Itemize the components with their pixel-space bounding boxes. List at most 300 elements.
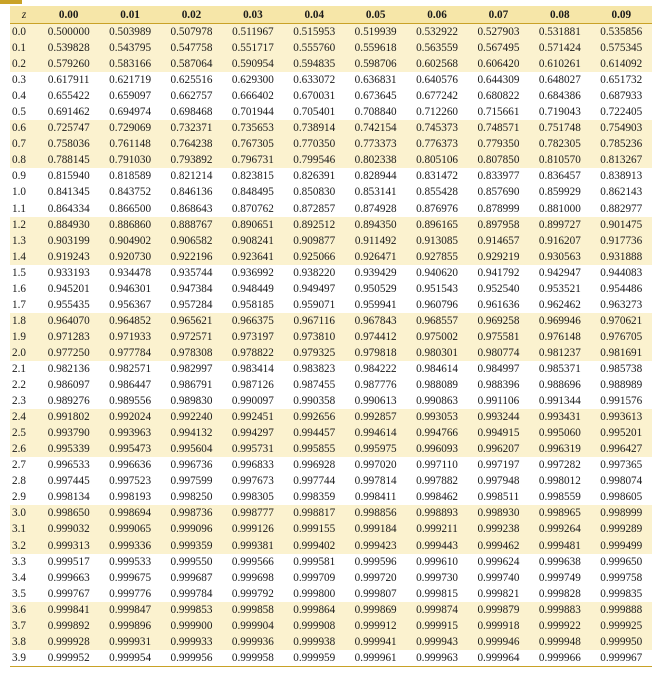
probability-cell: 0.890651 — [231, 218, 274, 231]
probability-cell: 0.818589 — [109, 170, 152, 183]
probability-cell: 0.999928 — [47, 635, 90, 648]
probability-cell: 0.951543 — [416, 282, 459, 295]
table-row — [10, 233, 652, 249]
probability-cell: 0.995473 — [109, 443, 152, 456]
probability-cell: 0.828944 — [354, 170, 397, 183]
probability-cell: 0.999888 — [600, 603, 643, 616]
probability-cell: 0.958185 — [231, 298, 274, 311]
z-value: 1.2 — [12, 218, 26, 231]
probability-cell: 0.999956 — [161, 650, 222, 667]
probability-cell: 0.590954 — [231, 58, 274, 71]
probability-cell: 0.980301 — [416, 346, 459, 359]
probability-cell: 0.666402 — [231, 90, 274, 103]
probability-cell: 0.972571 — [170, 330, 213, 343]
probability-cell: 0.999933 — [170, 635, 213, 648]
probability-cell: 0.952540 — [477, 282, 520, 295]
probability-cell: 0.729069 — [109, 122, 152, 135]
probability-cell: 0.999964 — [468, 650, 529, 667]
probability-cell: 0.989556 — [109, 395, 152, 408]
probability-cell: 0.999792 — [231, 587, 274, 600]
probability-cell: 0.950529 — [354, 282, 397, 295]
probability-cell: 0.751748 — [538, 122, 581, 135]
probability-cell: 0.610261 — [538, 58, 581, 71]
probability-cell: 0.938220 — [293, 266, 336, 279]
probability-cell: 0.923641 — [231, 250, 274, 263]
probability-cell: 0.853141 — [354, 186, 397, 199]
probability-cell: 0.826391 — [293, 170, 336, 183]
z-value: 2.4 — [12, 411, 26, 424]
probability-cell: 0.999663 — [47, 571, 90, 584]
z-value: 0.1 — [12, 42, 26, 55]
probability-cell: 0.874928 — [354, 202, 397, 215]
probability-cell: 0.999443 — [416, 539, 459, 552]
probability-cell: 0.773373 — [354, 138, 397, 151]
probability-cell: 0.977784 — [109, 346, 152, 359]
probability-cell: 0.978822 — [231, 346, 274, 359]
probability-cell: 0.925066 — [293, 250, 336, 263]
probability-cell: 0.629300 — [231, 74, 274, 87]
probability-cell: 0.999941 — [354, 635, 397, 648]
probability-cell: 0.999709 — [293, 571, 336, 584]
probability-cell: 0.999807 — [354, 587, 397, 600]
probability-cell: 0.995975 — [354, 443, 397, 456]
probability-cell: 0.998856 — [354, 507, 397, 520]
probability-cell: 0.986447 — [109, 379, 152, 392]
probability-cell: 0.999966 — [529, 650, 590, 667]
probability-cell: 0.993053 — [416, 411, 459, 424]
probability-cell: 0.677242 — [416, 90, 459, 103]
header-row — [10, 6, 652, 24]
probability-cell: 0.999423 — [354, 539, 397, 552]
probability-cell: 0.933193 — [47, 266, 90, 279]
probability-cell: 0.579260 — [47, 58, 90, 71]
table-row — [10, 505, 652, 521]
probability-cell: 0.748571 — [477, 122, 520, 135]
probability-cell: 0.896165 — [416, 218, 459, 231]
probability-cell: 0.670031 — [293, 90, 336, 103]
probability-cell: 0.984997 — [477, 363, 520, 375]
probability-cell: 0.559618 — [354, 42, 397, 55]
probability-cell: 0.999581 — [293, 555, 336, 568]
probability-cell: 0.999925 — [600, 619, 643, 632]
probability-cell: 0.998305 — [231, 491, 274, 504]
probability-cell: 0.850830 — [293, 186, 336, 199]
probability-cell: 0.999853 — [170, 603, 213, 616]
probability-cell: 0.987126 — [231, 379, 274, 392]
probability-cell: 0.944083 — [600, 266, 643, 279]
probability-cell: 0.785236 — [600, 138, 643, 151]
probability-cell: 0.998511 — [477, 491, 520, 504]
probability-cell: 0.500000 — [47, 26, 90, 39]
table-row — [10, 104, 652, 120]
z-value: 1.9 — [12, 330, 26, 343]
table-body — [10, 24, 652, 667]
probability-cell: 0.999858 — [231, 603, 274, 616]
probability-cell: 0.998250 — [170, 491, 213, 504]
table-row — [10, 88, 652, 104]
probability-cell: 0.999800 — [293, 587, 336, 600]
z-value: 1.7 — [12, 298, 26, 311]
probability-cell: 0.899727 — [538, 218, 581, 231]
probability-cell: 0.909877 — [293, 234, 336, 247]
z-value: 0.4 — [12, 90, 26, 103]
probability-cell: 0.975002 — [416, 330, 459, 343]
table-row — [10, 650, 652, 667]
probability-cell: 0.997282 — [538, 459, 581, 472]
probability-cell: 0.602568 — [416, 58, 459, 71]
probability-cell: 0.594835 — [293, 58, 336, 71]
probability-cell: 0.991576 — [600, 395, 643, 408]
probability-cell: 0.997365 — [600, 459, 643, 472]
probability-cell: 0.519939 — [354, 26, 397, 39]
probability-cell: 0.993613 — [600, 411, 643, 424]
probability-cell: 0.821214 — [170, 170, 213, 183]
probability-cell: 0.999610 — [416, 555, 459, 568]
probability-cell: 0.999624 — [477, 555, 520, 568]
table-row — [10, 184, 652, 200]
z-value: 1.3 — [12, 234, 26, 247]
probability-cell: 0.999126 — [231, 523, 274, 536]
probability-cell: 0.515953 — [293, 26, 336, 39]
table-row — [10, 441, 652, 457]
probability-cell: 0.715661 — [477, 106, 520, 119]
probability-cell: 0.882977 — [600, 202, 643, 215]
probability-cell: 0.587064 — [170, 58, 213, 71]
table-row — [10, 521, 652, 537]
probability-cell: 0.810570 — [538, 154, 581, 167]
probability-cell: 0.878999 — [477, 202, 520, 215]
probability-cell: 0.931888 — [600, 250, 643, 263]
probability-cell: 0.805106 — [416, 154, 459, 167]
z-value: 0.0 — [12, 26, 26, 39]
probability-cell: 0.532922 — [416, 26, 459, 39]
probability-cell: 0.913085 — [416, 234, 459, 247]
z-value: 3.8 — [12, 635, 26, 648]
probability-cell: 0.982997 — [170, 363, 213, 375]
probability-cell: 0.990613 — [354, 395, 397, 408]
column-header: 0.06 — [406, 6, 467, 24]
probability-cell: 0.735653 — [231, 122, 274, 135]
probability-cell: 0.999938 — [293, 635, 336, 648]
probability-cell: 0.994297 — [231, 427, 274, 440]
z-value: 2.2 — [12, 379, 26, 392]
probability-cell: 0.965621 — [170, 314, 213, 327]
probability-cell: 0.673645 — [354, 90, 397, 103]
probability-cell: 0.998694 — [109, 507, 152, 520]
probability-cell: 0.859929 — [538, 186, 581, 199]
probability-cell: 0.857690 — [477, 186, 520, 199]
probability-cell: 0.575345 — [600, 42, 643, 55]
probability-cell: 0.999638 — [538, 555, 581, 568]
probability-cell: 0.888767 — [170, 218, 213, 231]
probability-cell: 0.547758 — [170, 42, 213, 55]
probability-cell: 0.946301 — [109, 282, 152, 295]
probability-cell: 0.908241 — [231, 234, 274, 247]
probability-cell: 0.999936 — [231, 635, 274, 648]
probability-cell: 0.999963 — [406, 650, 467, 667]
probability-cell: 0.870762 — [231, 202, 274, 215]
probability-cell: 0.999896 — [109, 619, 152, 632]
probability-cell: 0.976148 — [538, 330, 581, 343]
probability-cell: 0.998074 — [600, 475, 643, 488]
table-row — [10, 329, 652, 345]
probability-cell: 0.598706 — [354, 58, 397, 71]
probability-cell: 0.988989 — [600, 379, 643, 392]
probability-cell: 0.997882 — [416, 475, 459, 488]
probability-cell: 0.992240 — [170, 411, 213, 424]
probability-cell: 0.999815 — [416, 587, 459, 600]
probability-cell: 0.999961 — [345, 650, 406, 667]
probability-cell: 0.758036 — [47, 138, 90, 151]
probability-cell: 0.998930 — [477, 507, 520, 520]
probability-cell: 0.999915 — [416, 619, 459, 632]
table-row — [10, 120, 652, 136]
probability-cell: 0.855428 — [416, 186, 459, 199]
probability-cell: 0.947384 — [170, 282, 213, 295]
probability-cell: 0.959071 — [293, 298, 336, 311]
z-value: 2.3 — [12, 395, 26, 408]
probability-cell: 0.999650 — [600, 555, 643, 568]
probability-cell: 0.754903 — [600, 122, 643, 135]
probability-cell: 0.659097 — [109, 90, 152, 103]
probability-cell: 0.991802 — [47, 411, 90, 424]
probability-cell: 0.999918 — [477, 619, 520, 632]
probability-cell: 0.998736 — [170, 507, 213, 520]
probability-cell: 0.996093 — [416, 443, 459, 456]
probability-cell: 0.846136 — [170, 186, 213, 199]
probability-cell: 0.999946 — [477, 635, 520, 648]
probability-cell: 0.966375 — [231, 314, 274, 327]
probability-cell: 0.998462 — [416, 491, 459, 504]
probability-cell: 0.999720 — [354, 571, 397, 584]
probability-cell: 0.995060 — [538, 427, 581, 440]
probability-cell: 0.997110 — [416, 459, 458, 472]
probability-cell: 0.691462 — [47, 106, 90, 119]
probability-cell: 0.999155 — [293, 523, 336, 536]
probability-cell: 0.995201 — [600, 427, 643, 440]
probability-cell: 0.761148 — [109, 138, 151, 151]
probability-cell: 0.999835 — [600, 587, 643, 600]
probability-cell: 0.708840 — [354, 106, 397, 119]
probability-cell: 0.999879 — [477, 603, 520, 616]
z-value: 3.6 — [12, 603, 26, 616]
table-row — [10, 570, 652, 586]
probability-cell: 0.984614 — [416, 363, 459, 375]
probability-cell: 0.942947 — [538, 266, 581, 279]
table-row — [10, 473, 652, 489]
probability-cell: 0.815940 — [47, 170, 90, 183]
z-value: 2.9 — [12, 491, 26, 504]
probability-cell: 0.614092 — [600, 58, 643, 71]
probability-cell: 0.886860 — [109, 218, 152, 231]
probability-cell: 0.996319 — [538, 443, 581, 456]
probability-cell: 0.694974 — [109, 106, 152, 119]
probability-cell: 0.684386 — [538, 90, 581, 103]
z-value: 3.0 — [12, 507, 26, 520]
probability-cell: 0.955435 — [47, 298, 90, 311]
probability-cell: 0.988696 — [538, 379, 581, 392]
z-value: 0.5 — [12, 106, 26, 119]
column-header: 0.05 — [345, 6, 406, 24]
probability-cell: 0.971933 — [109, 330, 152, 343]
probability-cell: 0.985371 — [538, 363, 581, 375]
probability-cell: 0.535856 — [600, 26, 643, 39]
probability-cell: 0.987455 — [293, 379, 336, 392]
probability-cell: 0.982571 — [109, 363, 152, 375]
probability-cell: 0.934478 — [109, 266, 152, 279]
probability-cell: 0.979818 — [354, 346, 397, 359]
probability-cell: 0.999758 — [600, 571, 643, 584]
probability-cell: 0.968557 — [416, 314, 459, 327]
z-column-header: z — [10, 6, 38, 24]
table-header — [10, 6, 652, 24]
probability-cell: 0.999675 — [109, 571, 152, 584]
probability-cell: 0.802338 — [354, 154, 397, 167]
probability-cell: 0.881000 — [538, 202, 581, 215]
z-value: 2.6 — [12, 443, 26, 456]
probability-cell: 0.994457 — [293, 427, 336, 440]
probability-cell: 0.949497 — [293, 282, 336, 295]
probability-cell: 0.999687 — [170, 571, 213, 584]
probability-cell: 0.945201 — [47, 282, 90, 295]
normal-distribution-table — [10, 6, 652, 667]
probability-cell: 0.866500 — [109, 202, 152, 215]
table-row — [10, 345, 652, 361]
probability-cell: 0.993431 — [538, 411, 581, 424]
probability-cell: 0.987776 — [354, 379, 397, 392]
table-row — [10, 265, 652, 281]
probability-cell: 0.997599 — [170, 475, 213, 488]
probability-cell: 0.994915 — [477, 427, 520, 440]
probability-cell: 0.722405 — [600, 106, 643, 119]
probability-cell: 0.986791 — [170, 379, 213, 392]
probability-cell: 0.963273 — [600, 298, 643, 311]
column-header: 0.02 — [161, 6, 222, 24]
z-value: 0.2 — [12, 58, 26, 71]
probability-cell: 0.948449 — [231, 282, 274, 295]
probability-cell: 0.970621 — [600, 314, 643, 327]
probability-cell: 0.940620 — [416, 266, 459, 279]
probability-cell: 0.957284 — [170, 298, 213, 311]
probability-cell: 0.997523 — [109, 475, 152, 488]
probability-cell: 0.738914 — [293, 122, 336, 135]
table-row — [10, 56, 652, 72]
probability-cell: 0.982136 — [47, 363, 90, 375]
probability-cell: 0.998777 — [231, 507, 274, 520]
probability-cell: 0.959941 — [354, 298, 397, 311]
probability-cell: 0.655422 — [47, 90, 90, 103]
probability-cell: 0.998605 — [600, 491, 643, 504]
probability-cell: 0.975581 — [477, 330, 520, 343]
table-row — [10, 457, 652, 473]
probability-cell: 0.680822 — [477, 90, 520, 103]
probability-cell: 0.996636 — [109, 459, 152, 472]
z-value: 3.1 — [12, 523, 26, 536]
probability-cell: 0.838913 — [600, 170, 643, 183]
probability-cell: 0.999211 — [416, 523, 458, 536]
probability-cell: 0.929219 — [477, 250, 520, 263]
table-row — [10, 152, 652, 168]
z-value: 3.2 — [12, 539, 26, 552]
table-row — [10, 40, 652, 56]
probability-cell: 0.983414 — [231, 363, 274, 375]
table-row — [10, 618, 652, 634]
probability-cell: 0.971283 — [47, 330, 90, 343]
z-value: 1.5 — [12, 266, 26, 279]
probability-cell: 0.999821 — [477, 587, 520, 600]
probability-cell: 0.999499 — [600, 539, 643, 552]
probability-cell: 0.998965 — [538, 507, 581, 520]
probability-cell: 0.999032 — [47, 523, 90, 536]
probability-cell: 0.539828 — [47, 42, 90, 55]
probability-cell: 0.941792 — [477, 266, 520, 279]
table-row — [10, 136, 652, 152]
probability-cell: 0.583166 — [109, 58, 152, 71]
probability-cell: 0.996427 — [600, 443, 643, 456]
probability-cell: 0.996207 — [477, 443, 520, 456]
probability-cell: 0.992024 — [109, 411, 152, 424]
probability-cell: 0.636831 — [354, 74, 397, 87]
z-value: 1.8 — [12, 314, 26, 327]
probability-cell: 0.969258 — [477, 314, 520, 327]
probability-cell: 0.625516 — [170, 74, 213, 87]
probability-cell: 0.995731 — [231, 443, 274, 456]
table-row — [10, 586, 652, 602]
probability-cell: 0.995855 — [293, 443, 336, 456]
z-value: 1.4 — [12, 250, 26, 263]
probability-cell: 0.999958 — [222, 650, 283, 667]
probability-cell: 0.992656 — [293, 411, 336, 424]
probability-cell: 0.999359 — [170, 539, 213, 552]
probability-cell: 0.999749 — [538, 571, 581, 584]
probability-cell: 0.914657 — [477, 234, 520, 247]
probability-cell: 0.997744 — [293, 475, 336, 488]
probability-cell: 0.999289 — [600, 523, 643, 536]
probability-cell: 0.930563 — [538, 250, 581, 263]
column-header: 0.08 — [529, 6, 590, 24]
probability-cell: 0.964070 — [47, 314, 90, 327]
z-value: 2.5 — [12, 427, 26, 440]
probability-cell: 0.999922 — [538, 619, 581, 632]
probability-cell: 0.876976 — [416, 202, 459, 215]
probability-cell: 0.903199 — [47, 234, 90, 247]
probability-cell: 0.989276 — [47, 395, 90, 408]
probability-cell: 0.999904 — [231, 619, 274, 632]
z-value: 2.0 — [12, 346, 26, 359]
table-row — [10, 554, 652, 570]
probability-cell: 0.813267 — [600, 154, 643, 167]
probability-cell: 0.999550 — [170, 555, 213, 568]
z-value: 0.3 — [12, 74, 26, 87]
probability-cell: 0.990097 — [231, 395, 274, 408]
probability-cell: 0.606420 — [477, 58, 520, 71]
probability-cell: 0.939429 — [354, 266, 397, 279]
probability-cell: 0.999883 — [538, 603, 581, 616]
column-header: 0.01 — [99, 6, 160, 24]
probability-cell: 0.823815 — [231, 170, 274, 183]
z-value: 3.7 — [12, 619, 26, 632]
probability-cell: 0.999596 — [354, 555, 397, 568]
probability-cell: 0.917736 — [600, 234, 643, 247]
probability-cell: 0.969946 — [538, 314, 581, 327]
probability-cell: 0.999828 — [538, 587, 581, 600]
z-value: 1.1 — [12, 202, 26, 215]
probability-cell: 0.997197 — [477, 459, 520, 472]
probability-cell: 0.651732 — [600, 74, 643, 87]
table-row — [10, 602, 652, 618]
probability-cell: 0.999948 — [538, 635, 581, 648]
z-value: 2.1 — [12, 363, 26, 375]
